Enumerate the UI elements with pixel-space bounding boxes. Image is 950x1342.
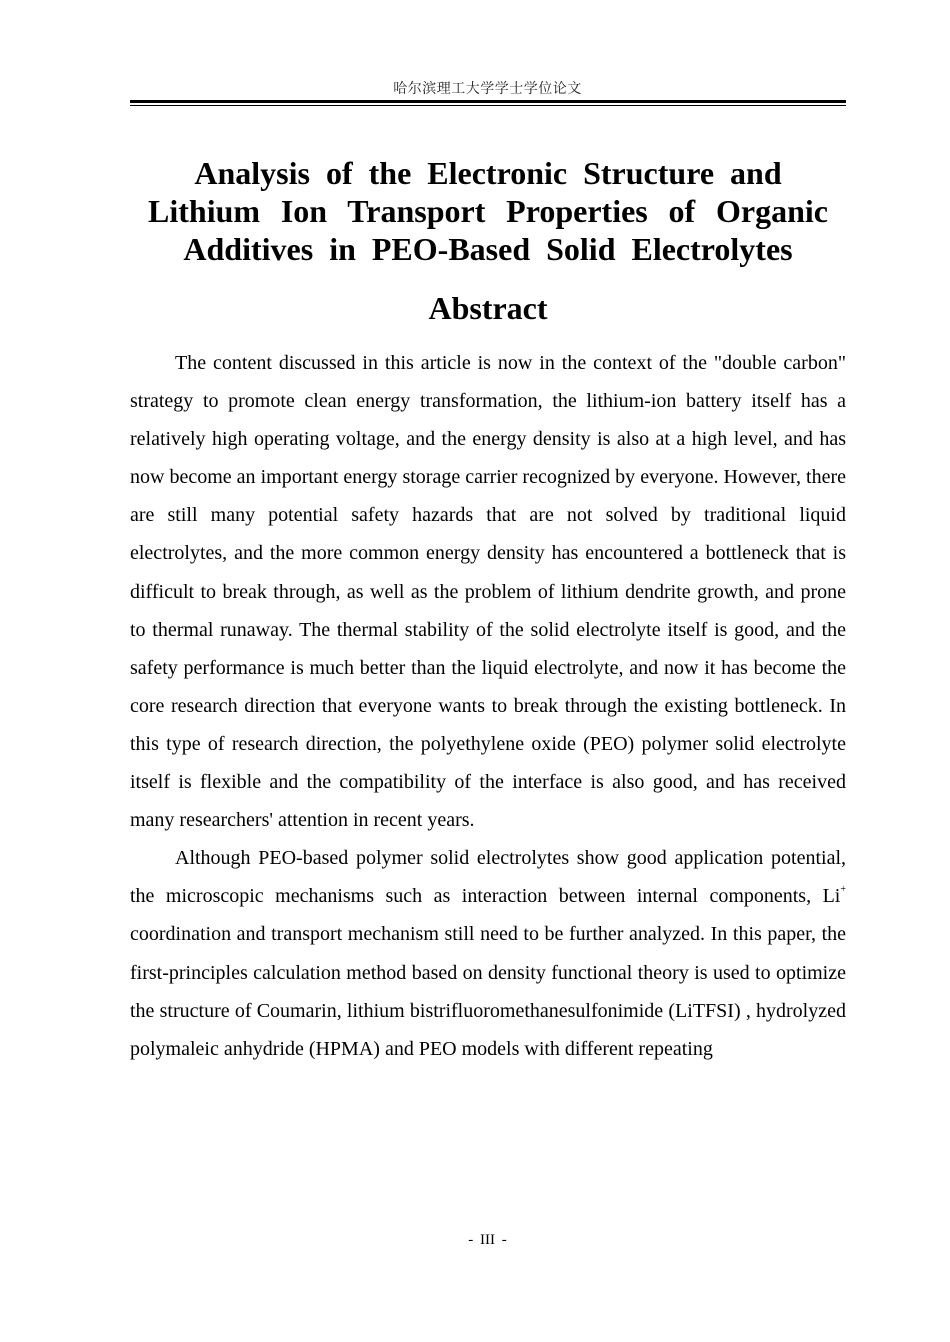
abstract-paragraph-2	[130, 839, 846, 1068]
title-line-3: Additives in PEO-Based Solid Electrolytes	[183, 231, 793, 267]
li-ion-superscript: +	[840, 884, 846, 896]
running-header: 哈尔滨理工大学学士学位论文	[393, 81, 582, 97]
title-line-1: Analysis of the Electronic Structure and	[194, 155, 782, 191]
thesis-title	[130, 154, 846, 268]
title-line-2: Lithium Ion Transport Properties of Organic	[148, 193, 828, 229]
header-rule-thick	[130, 100, 846, 103]
page-number: - III -	[468, 1232, 507, 1248]
header-rule-thin	[130, 105, 846, 106]
paragraph-2-text-a: Although PEO-based polymer solid electrolytes show good application potential, the microscopic mechanisms such as interaction between internal components, Li	[130, 847, 846, 908]
abstract-body	[130, 344, 846, 1068]
abstract-heading: Abstract	[428, 290, 548, 326]
abstract-paragraph-1: The content discussed in this article is now in the context of the "double carbon" strategy to promote clean energy transformation, the lithium-ion battery itself has a relatively high operating voltage, and the energy density is also at a high level, and has now become an important energy storage carrier recognized by everyone. However, there are still many potential safety hazards that are not solved by traditional liquid electrolytes, and the more common energy density has encountered a bottleneck that is difficult to break through, as well as the problem of lithium dendrite growth, and prone to thermal runaway. The thermal stability of the solid electrolyte itself is good, and the safety performance is much better than the liquid electrolyte, and now it has become the core research direction that everyone wants to break through the existing bottleneck. In this type of research direction, the polyethylene oxide (PEO) polymer solid electrolyte itself is flexible and the compatibility of the interface is also good, and has received many researchers' attention in recent years.	[130, 352, 846, 832]
paragraph-2-text-b: coordination and transport mechanism still need to be further analyzed. In this paper, the first-principles calculation method based on density functional theory is used to optimize the structure of Coumarin, lithium bistrifluoromethanesulfonimide (LiTFSI) , hydrolyzed polymaleic anhydride (HPMA) and PEO models with different repeating	[130, 923, 846, 1060]
